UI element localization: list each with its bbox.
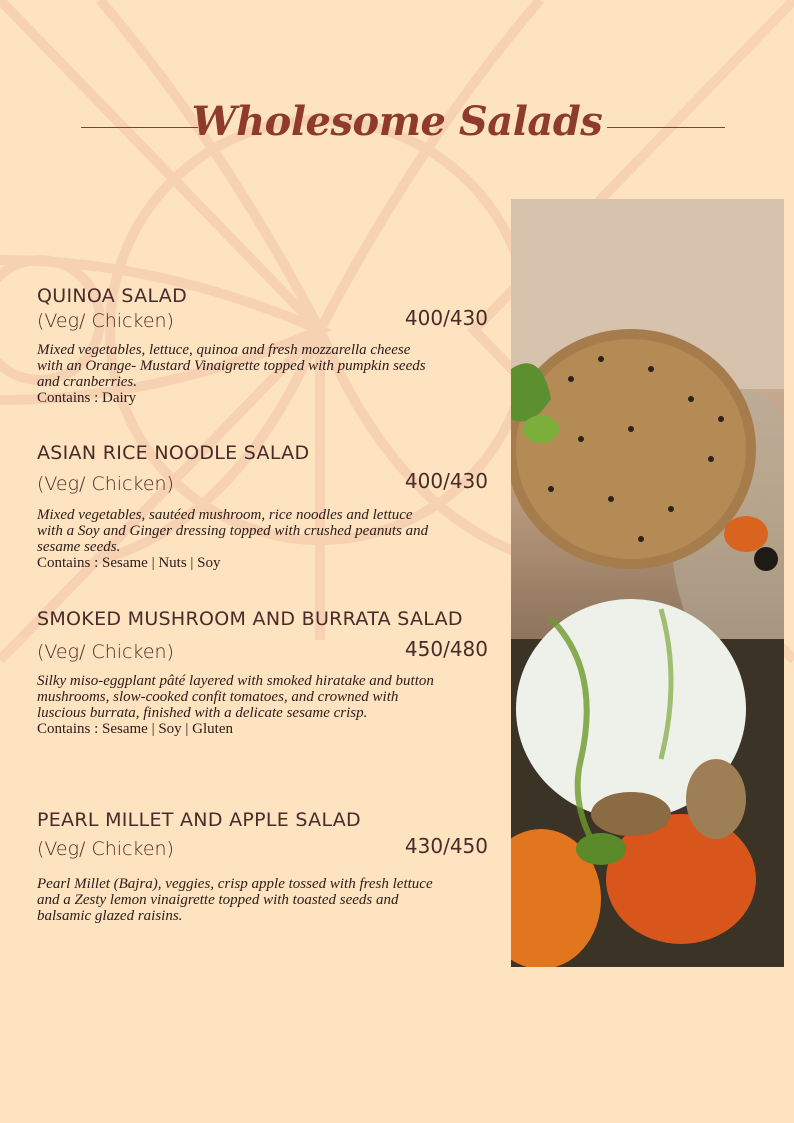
item-allergens: Contains : Dairy bbox=[37, 390, 137, 406]
item-variant: (Veg/ Chicken) bbox=[37, 310, 174, 332]
item-allergens: Contains : Sesame | Soy | Gluten bbox=[37, 721, 233, 737]
menu-item-pearl-millet-apple-salad bbox=[37, 806, 492, 924]
menu-item-quinoa-salad bbox=[37, 282, 492, 407]
variant-row bbox=[37, 469, 492, 503]
item-variant: (Veg/ Chicken) bbox=[37, 641, 174, 663]
item-allergens: Contains : Sesame | Nuts | Soy bbox=[37, 555, 221, 571]
salad-photo bbox=[511, 199, 784, 967]
item-name: SMOKED MUSHROOM AND BURRATA SALAD bbox=[37, 608, 463, 630]
item-variant: (Veg/ Chicken) bbox=[37, 838, 174, 860]
page-title: Wholesome Salads bbox=[191, 98, 603, 145]
item-description: Silky miso-eggplant pâté layered with smoked hiratake and button mushrooms, slow-cooked confit tomatoes, and crowned with luscious burrata, finished with a delicate sesame crisp. bbox=[37, 673, 434, 721]
variant-row bbox=[37, 306, 492, 340]
title-rule-right bbox=[607, 127, 725, 128]
item-name: PEARL MILLET AND APPLE SALAD bbox=[37, 809, 361, 831]
item-price: 430/450 bbox=[404, 834, 488, 858]
menu-item-smoked-mushroom-burrata-salad bbox=[37, 605, 492, 738]
burrata-salad-illustration bbox=[511, 199, 784, 967]
item-description: Mixed vegetables, sautéed mushroom, rice noodles and lettuce with a Soy and Ginger dressing topped with crushed peanuts and sesame seeds. bbox=[37, 507, 429, 555]
variant-row bbox=[37, 637, 492, 671]
item-price: 400/430 bbox=[404, 306, 488, 330]
item-name: ASIAN RICE NOODLE SALAD bbox=[37, 442, 310, 464]
menu-item-asian-rice-noodle-salad bbox=[37, 439, 492, 572]
item-variant: (Veg/ Chicken) bbox=[37, 473, 174, 495]
item-description: Pearl Millet (Bajra), veggies, crisp apple tossed with fresh lettuce and a Zesty lemon vinaigrette topped with toasted seeds and balsamic glazed raisins. bbox=[37, 876, 433, 924]
item-description: Mixed vegetables, lettuce, quinoa and fresh mozzarella cheese with an Orange- Mustard Vinaigrette topped with pumpkin seeds and cranberries. bbox=[37, 342, 426, 390]
item-name: QUINOA SALAD bbox=[37, 285, 187, 307]
item-price: 400/430 bbox=[404, 469, 488, 493]
variant-row bbox=[37, 834, 492, 868]
item-price: 450/480 bbox=[404, 637, 488, 661]
